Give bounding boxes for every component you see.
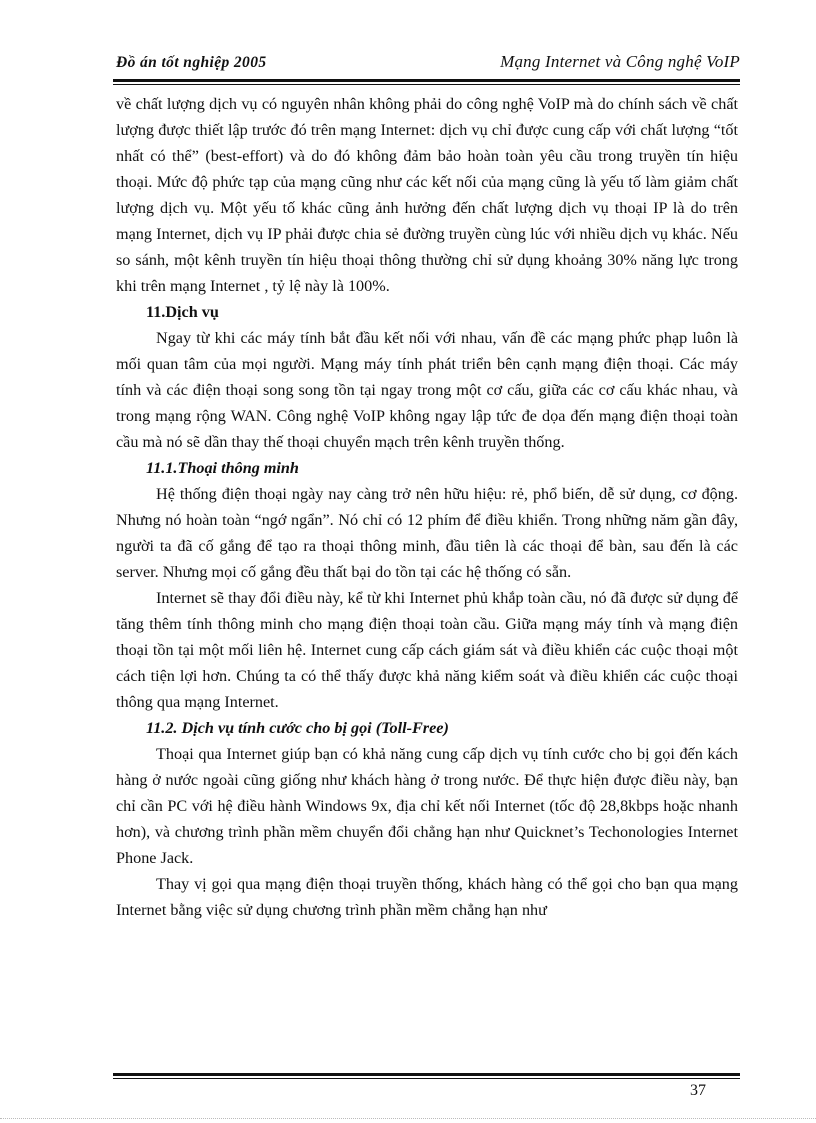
header-right-title: Mạng Internet và Công nghệ VoIP bbox=[500, 52, 740, 71]
footer-rule-thick bbox=[113, 1073, 740, 1076]
header-left-title: Đồ án tốt nghiệp 2005 bbox=[116, 54, 267, 71]
subsection-heading-toll-free: 11.2. Dịch vụ tính cước cho bị gọi (Toll-Free) bbox=[146, 719, 449, 737]
paragraph-toll-free-2: Thay vị gọi qua mạng điện thoại truyền thống, khách hàng có thể gọi cho bạn qua mạng Internet bằng việc sử dụng chương trình phần mềm chẳng hạn như bbox=[116, 875, 738, 919]
footer-rule-thin bbox=[113, 1078, 740, 1079]
header-rule-thick bbox=[113, 79, 740, 82]
subsection-heading-smart-phone: 11.1.Thoại thông minh bbox=[146, 459, 299, 477]
page-number: 37 bbox=[690, 1082, 706, 1099]
paragraph-smart-phone-2: Internet sẽ thay đổi điều này, kể từ khi Internet phủ khắp toàn cầu, nó đã được sử dụng để tăng thêm tính thông minh cho mạng điện thoại toàn cầu. Giữa mạng máy tính và mạng điện thoại tồn tại một mối liên hệ. Internet cung cấp cách giám sát và điều khiển các cuộc thoại một cách tiện lợi hơn. Chúng ta có thể thấy được khả năng kiểm soát và điều khiển các cuộc thoại thông qua mạng Internet. bbox=[116, 589, 738, 711]
page-body bbox=[116, 91, 738, 923]
paragraph-toll-free-1: Thoại qua Internet giúp bạn có khả năng cung cấp dịch vụ tính cước cho bị gọi đến kách hàng ở nước ngoài cũng giống như khách hàng ở trong nước. Để thực hiện được điều này, bạn chỉ cần PC với hệ điều hành Windows 9x, địa chỉ kết nối Internet (tốc độ 28,8kbps hoặc nhanh hơn), và chương trình phần mềm chuyển đổi chẳng hạn như Quicknet’s Techonologies Internet Phone Jack. bbox=[116, 745, 738, 867]
page-header bbox=[116, 52, 740, 76]
section-heading-services: 11.Dịch vụ bbox=[146, 303, 219, 321]
paragraph-quality: về chất lượng dịch vụ có nguyên nhân không phải do công nghệ VoIP mà do chính sách về chất lượng được thiết lập trước đó trên mạng Internet: dịch vụ chỉ được cung cấp với chất lượng “tốt nhất có thể” (best-effort) và do đó không đảm bảo hoàn toàn yêu cầu trong truyền tín hiệu thoại. Mức độ phức tạp của mạng cũng như các kết nối của mạng cũng là yếu tố làm giảm chất lượng dịch vụ. Một yếu tố khác cũng ảnh hưởng đến chất lượng dịch vụ thoại IP là do trên mạng Internet, dịch vụ IP phải được chia sẻ đường truyền cùng lúc với nhiều dịch vụ khác. Nếu so sánh, một kênh truyền tín hiệu thoại thông thường chỉ sử dụng khoảng 30% năng lực trong khi trên mạng Internet , tỷ lệ này là 100%. bbox=[116, 95, 738, 295]
page-bottom-dotted-line bbox=[0, 1118, 816, 1119]
paragraph-smart-phone-1: Hệ thống điện thoại ngày nay càng trở nên hữu hiệu: rẻ, phổ biến, dễ sử dụng, cơ động. Nhưng nó hoàn toàn “ngớ ngẩn”. Nó chỉ có 12 phím để điều khiển. Trong những năm gần đây, người ta đã cố gắng để tạo ra thoại thông minh, đầu tiên là các thoại để bàn, sau đến là các server. Nhưng mọi cố gắng đều thất bại do tồn tại các hệ thống có sẵn. bbox=[116, 485, 738, 581]
header-rule-thin bbox=[113, 84, 740, 85]
paragraph-services-intro: Ngay từ khi các máy tính bắt đầu kết nối với nhau, vấn đề các mạng phức phạp luôn là mối quan tâm của mọi người. Mạng máy tính phát triển bên cạnh mạng điện thoại. Các máy tính và các điện thoại song song tồn tại ngay trong một cơ cấu, giữa các cơ cấu khác nhau, và trong mạng rộng WAN. Công nghệ VoIP không ngay lập tức đe dọa đến mạng điện thoại toàn cầu mà nó sẽ dần thay thế thoại chuyển mạch trên kênh truyền thống. bbox=[116, 329, 738, 451]
